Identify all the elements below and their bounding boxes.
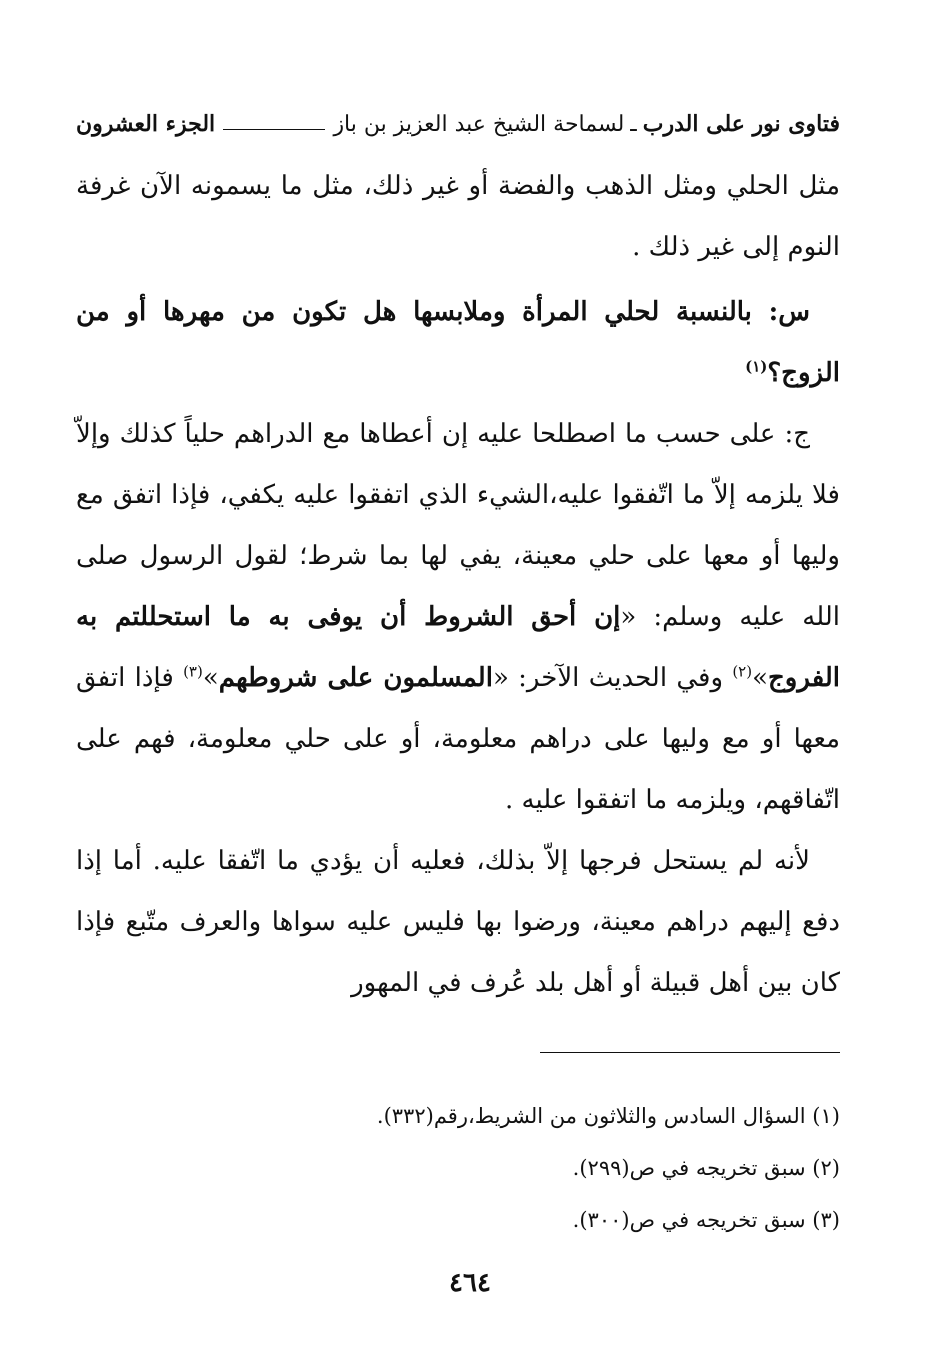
closing-paragraph: لأنه لم يستحل فرجها إلاّ بذلك، فعليه أن يؤدي ما اتّفقا عليه. أما إذا دفع إليهم دراهم معينة، ورضوا بها فليس عليه سواها والعرف متّبع فإذا كان بين أهل قبيلة أو أهل بلد عُرف في المهور: [76, 846, 840, 998]
paragraph-continuation: مثل الحلي ومثل الذهب والفضة أو غير ذلك، مثل ما يسمونه الآن غرفة النوم إلى غير ذلك .: [76, 171, 840, 262]
hadith-quote-1: إن أحق الشروط أن يوفى به ما استحللتم به الفروج: [76, 602, 840, 693]
answer-paragraph: [76, 404, 840, 831]
footnote-ref-2: (٢): [732, 662, 753, 681]
question-text: س: بالنسبة لحلي المرأة وملابسها هل تكون من مهرها أو من الزوج؟: [76, 297, 840, 388]
answer-text-3: فإذا اتفق معها أو مع وليها على دراهم معلومة، أو على حلي معلومة، فهم على اتّفاقهم، ويلزمه ما اتفقوا عليه .: [76, 663, 840, 815]
footnote-2: (٢) سبق تخريجه في ص(٢٩٩).: [572, 1156, 840, 1180]
hadith-close-1: »: [752, 663, 769, 693]
hadith-quote-2: المسلمون على شروطهم: [218, 663, 493, 693]
footnote-ref-3: (٣): [183, 662, 203, 681]
header-dash: ـ: [630, 111, 637, 137]
header-rule: [223, 129, 325, 130]
page-number: ٤٦٤: [449, 1268, 491, 1298]
question-paragraph: [76, 282, 840, 404]
answer-text-1: ج: على حسب ما اصطلحا عليه إن أعطاها مع الدراهم حلياً كذلك وإلاّ فلا يلزمه إلاّ ما اتّفقوا عليه،الشيء الذي اتفقوا عليه يكفي، فإذا اتفق مع وليها أو معها على حلي معينة، يفي لها بما شرط؛ لقول الرسول صلى الله عليه وسلم: «: [76, 419, 840, 632]
footnote-3: (٣) سبق تخريجه في ص(٣٠٠).: [572, 1208, 840, 1232]
part-title: الجزء العشرون: [76, 111, 216, 137]
footnote-separator: [540, 1052, 840, 1053]
footnotes: [76, 1090, 840, 1246]
footnote-1: (١) السؤال السادس والثلاثون من الشريط،رقم(٣٣٢).: [376, 1104, 840, 1128]
hadith-close-2: »: [202, 663, 219, 693]
answer-text-2: وفي الحديث الآخر: «: [492, 663, 733, 693]
book-title: فتاوى نور على الدرب: [642, 111, 840, 137]
footnote-ref-1: (١): [745, 357, 768, 376]
header-author: لسماحة الشيخ عبد العزيز بن باز: [333, 111, 625, 137]
running-header: [76, 104, 840, 144]
body-text: [76, 156, 840, 1014]
